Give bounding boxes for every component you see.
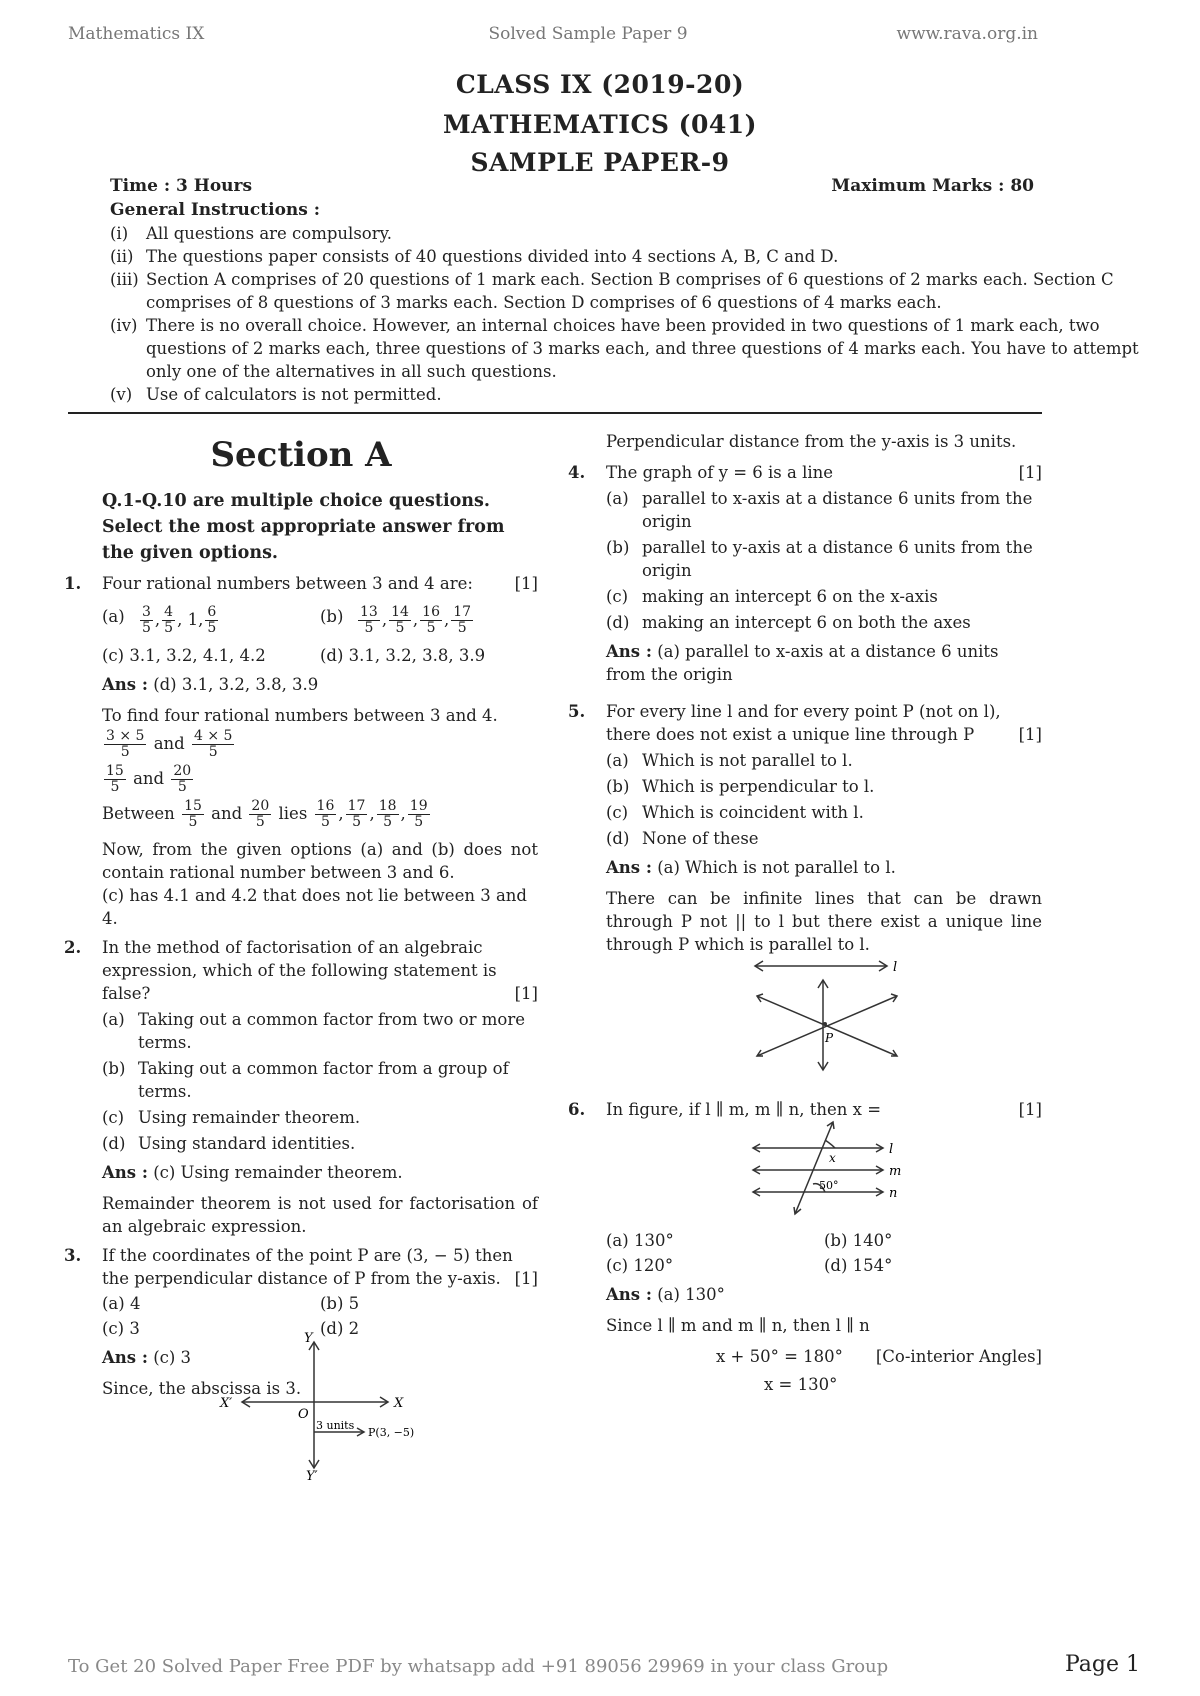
option-d: (d) None of these: [606, 829, 759, 848]
question-text: The graph of y = 6 is a line: [606, 463, 834, 482]
question-1: 1. [1] Four rational numbers between 3 and 4 are: (a) $\frac{3}{5}$ , $\frac{4}{5}$ , 1, $\frac{6}{5}$ (b) $\frac{13}{5}$ , $\frac{14}{5}$ , $\frac{16}{5}$ , $\frac{17}{5}$ (c) 3.1, 3.2, 4.1, 4.2 (d) 3.1, 3.2, 3.8, 3.9 Ans : (d) 3.1, 3.2, 3.8, 3.9 To find four rational numbers between 3 and 4. $\frac{3 \times 5}{5}$ and $\frac{4 \times 5}{5}$ $\frac{15}{5}$ and $\frac{20}{5}$ Between $\frac{15}{5}$ and $\frac{20}{5}$ lies $\frac{16}{5}$ , $\frac{17}{5}$ , $\frac{18}{5}$ , $\frac{19}{5}$ Now, from the given options (a) and (b) does not contain rational number between 3 and 6. (c) has 4.1 and 4.2 that does not lie between 3 and 4.: [64, 574, 538, 928]
option-c: (c) 120°: [606, 1256, 674, 1275]
axes-diagram: [200, 1330, 440, 1480]
option-d: (d) 154°: [824, 1256, 893, 1275]
question-text: For every line l and for every point P (not on l), there does not exist a unique line through P: [606, 702, 1001, 744]
origin-label: O: [298, 1407, 309, 1422]
fraction-step: $\frac{15}{5}$ and $\frac{20}{5}$: [106, 763, 192, 795]
question-3: 3. If the coordinates of the point P are (3, − 5) then the perpendicular distance of P from the y-axis. [1] (a) 4 (b) 5 (c) 3 (d) 2 Ans : (c) 3 Since, the abscissa is 3.: [64, 1246, 538, 1398]
y-prime-label: Y′: [306, 1469, 318, 1480]
option-d: (d) 2: [320, 1319, 360, 1338]
running-header-right: www.rava.org.in: [896, 24, 1038, 44]
lines-through-point-diagram: [745, 952, 915, 1082]
explanation: Remainder theorem is not used for factorisation of an algebraic expression.: [102, 1194, 538, 1236]
instruction-item: (v) Use of calculators is not permitted.: [110, 385, 442, 404]
explanation: Now, from the given options (a) and (b) does not contain rational number between 3 and 6.: [102, 840, 538, 882]
equation-row: x = 130°: [764, 1375, 838, 1394]
point-p-label: P(3, −5): [368, 1426, 415, 1439]
right-column: [568, 430, 1042, 1397]
general-instructions-heading: General Instructions :: [110, 200, 321, 220]
section-divider: [68, 412, 1042, 414]
option-b: (b) 140°: [824, 1231, 893, 1250]
answer: Ans : (c) Using remainder theorem.: [102, 1163, 403, 1182]
section-subtitle: Q.1-Q.10 are multiple choice questions. Select the most appropriate answer from the given options.: [102, 491, 505, 563]
option-c: (c) Using remainder theorem.: [102, 1108, 361, 1127]
instructions-list: [110, 222, 1140, 406]
line-m-label: m: [889, 1164, 902, 1179]
question-text: If the coordinates of the point P are (3, − 5) then the perpendicular distance of P from the y-axis.: [102, 1246, 513, 1288]
subject-title: MATHEMATICS (041): [443, 110, 757, 139]
time-label: Time : 3 Hours: [110, 176, 253, 196]
options-row: [606, 1229, 1042, 1252]
option-b: (b) Which is perpendicular to l.: [606, 777, 875, 796]
y-axis-label: Y: [304, 1331, 313, 1346]
marks-badge: [1]: [1018, 1100, 1042, 1119]
option-c: (c) 3: [102, 1319, 140, 1338]
option-d: (d) 3.1, 3.2, 3.8, 3.9: [320, 646, 486, 665]
equation-row: x + 50° = 180° [Co-interior Angles]: [716, 1347, 1042, 1366]
explanation: (c) has 4.1 and 4.2 that does not lie between 3 and 4.: [102, 886, 527, 928]
paper-title: SAMPLE PAPER-9: [470, 148, 730, 177]
class-title: CLASS IX (2019-20): [455, 70, 745, 99]
question-text: In figure, if l ∥ m, m ∥ n, then x =: [606, 1100, 882, 1119]
x-axis-label: X: [394, 1396, 404, 1411]
running-header-center: Solved Sample Paper 9: [488, 24, 688, 44]
answer: Ans : (d) 3.1, 3.2, 3.8, 3.9: [102, 675, 319, 694]
marks-badge: [1]: [1018, 725, 1042, 744]
option-a: (a) parallel to x-axis at a distance 6 units from the origin: [606, 489, 1033, 531]
line-l-label: l: [889, 1142, 894, 1157]
answer: Ans : (c) 3: [102, 1348, 192, 1367]
option-b: (b) 5: [320, 1294, 360, 1313]
angle-x-label: x: [829, 1151, 836, 1165]
option-c: (c) Which is coincident with l.: [606, 803, 864, 822]
option-b: (b) $\frac{13}{5}$ , $\frac{14}{5}$ , $\frac{16}{5}$ , $\frac{17}{5}$: [320, 604, 472, 636]
option-c: (c) making an intercept 6 on the x-axis: [606, 587, 938, 606]
units-label: 3 units: [316, 1419, 355, 1432]
instruction-item: (ii) The questions paper consists of 40 questions divided into 4 sections A, B, C and D.: [110, 247, 839, 266]
option-a: (a) 130°: [606, 1231, 674, 1250]
option-d: (d) making an intercept 6 on both the axes: [606, 613, 971, 632]
options-row: [102, 644, 538, 667]
left-column: [64, 430, 538, 1400]
option-a: (a) $\frac{3}{5}$ , $\frac{4}{5}$ , 1, $\frac{6}{5}$: [102, 604, 217, 636]
answer: Ans : (a) Which is not parallel to l.: [606, 858, 896, 877]
options-row: [102, 1292, 538, 1315]
explanation: Since, the abscissa is 3.: [102, 1379, 302, 1398]
continued-explanation: Perpendicular distance from the y-axis is 3 units.: [606, 432, 1017, 451]
question-5: 5. For every line l and for every point P (not on l), there does not exist a unique line through P [1] (a) Which is not parallel to l. (b) Which is perpendicular to l. (c) Which is coincident with l. (d) None of these Ans : (a) Which is not parallel to l. There can be infinite lines that can be drawn through P not || to l but there exist a unique line through P which is parallel to l.: [568, 700, 1042, 1088]
fraction-step: $\frac{3 \times 5}{5}$ and $\frac{4 \times 5}{5}$: [106, 728, 233, 760]
options-row: [606, 1254, 1042, 1277]
angle-50-label: 50°: [819, 1179, 839, 1192]
instruction-item: (iv) There is no overall choice. However, an internal choices have been provided in two questions of 1 mark each, two questions of 2 marks each, three questions of 3 marks each, and three questions of 4 marks each. You have to attempt only one of the alternatives in all such questions.: [110, 316, 1139, 381]
section-title: Section A: [210, 435, 392, 475]
question-text: Four rational numbers between 3 and 4 are:: [102, 574, 473, 593]
marks-badge: [1]: [514, 574, 538, 593]
footer-promo: To Get 20 Solved Paper Free PDF by whatsapp add +91 89056 29969 in your class Group: [68, 1656, 889, 1677]
point-p-label: P: [825, 1031, 834, 1045]
marks-badge: [1]: [514, 984, 538, 1003]
option-c: (c) 3.1, 3.2, 4.1, 4.2: [102, 646, 266, 665]
question-text: In the method of factorisation of an algebraic expression, which of the following statement is false?: [102, 938, 497, 1003]
answer: Ans : (a) 130°: [606, 1285, 725, 1304]
explanation: To find four rational numbers between 3 and 4.: [102, 706, 498, 725]
options-row: [102, 605, 538, 636]
explanation: Since l ∥ m and m ∥ n, then l ∥ n: [606, 1316, 870, 1335]
option-b: (b) parallel to y-axis at a distance 6 units from the origin: [606, 538, 1033, 580]
line-n-label: n: [889, 1186, 898, 1201]
option-b: (b) Taking out a common factor from a group of terms.: [102, 1059, 509, 1101]
running-header-left: Mathematics IX: [68, 24, 205, 44]
option-a: (a) Taking out a common factor from two or more terms.: [102, 1010, 525, 1052]
option-a: (a) 4: [102, 1294, 141, 1313]
page-number: Page 1: [1064, 1652, 1140, 1677]
instruction-item: (i) All questions are compulsory.: [110, 224, 393, 243]
max-marks-label: Maximum Marks : 80: [831, 176, 1034, 196]
option-d: (d) Using standard identities.: [102, 1134, 356, 1153]
instruction-item: (iii) Section A comprises of 20 questions of 1 mark each. Section B comprises of 6 questions of 2 marks each. Section C comprises of 8 questions of 3 marks each. Section D comprises of 6 questions of 4 marks each.: [110, 270, 1114, 312]
answer: Ans : (a) parallel to x-axis at a distance 6 units from the origin: [606, 642, 999, 684]
explanation: There can be infinite lines that can be drawn through P not || to l but there exist a unique line through P which is parallel to l.: [606, 889, 1042, 954]
fraction-step: Between $\frac{15}{5}$ and $\frac{20}{5}$ lies $\frac{16}{5}$ , $\frac{17}{5}$ , $\frac{18}{5}$ , $\frac{19}{5}$: [102, 798, 428, 830]
marks-badge: [1]: [1018, 463, 1042, 482]
question-6: 6. [1] In figure, if l ∥ m, m ∥ n, then x = (a) 130° (b) 140° (c) 120° (d) 154° Ans : (a) 130° Since l ∥ m and m ∥ n, then l ∥ n x + 50° = 180° [Co-interior Angles] x = 130°: [568, 1098, 1042, 1397]
parallel-lines-diagram: [745, 1118, 915, 1218]
x-prime-label: X′: [220, 1396, 233, 1411]
question-4: 4. [1] The graph of y = 6 is a line (a) parallel to x-axis at a distance 6 units from the origin (b) parallel to y-axis at a distance 6 units from the origin (c) making an intercept 6 on the x-axis (d) making an intercept 6 on both the axes Ans : (a) parallel to x-axis at a distance 6 units from the origin: [568, 463, 1042, 684]
option-a: (a) Which is not parallel to l.: [606, 751, 853, 770]
question-2: 2. In the method of factorisation of an algebraic expression, which of the following statement is false? [1] (a) Taking out a common factor from two or more terms. (b) Taking out a common factor from a group of terms. (c) Using remainder theorem. (d) Using standard identities. Ans : (c) Using remainder theorem. Remainder theorem is not used for factorisation of an algebraic expression.: [64, 938, 538, 1236]
marks-badge: [1]: [514, 1269, 538, 1288]
line-l-label: l: [893, 960, 898, 975]
